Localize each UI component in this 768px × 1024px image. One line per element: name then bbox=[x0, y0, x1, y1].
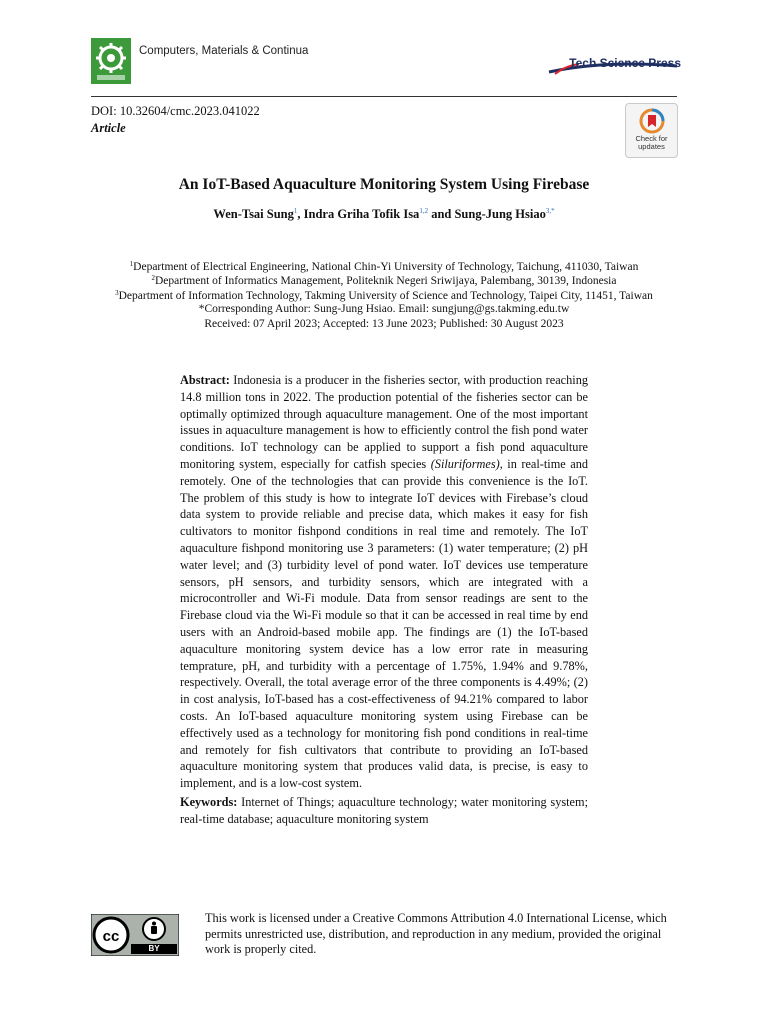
affiliation-text: Department of Information Technology, Takming University of Science and Technology, Taipei City, 11451, Taiwan bbox=[118, 290, 653, 302]
creative-commons-icon bbox=[94, 918, 128, 952]
doi[interactable]: DOI: 10.32604/cmc.2023.041022 bbox=[91, 104, 260, 118]
svg-text:cc: cc bbox=[102, 928, 120, 945]
paper-title: An IoT-Based Aquaculture Monitoring System Using Firebase bbox=[178, 176, 590, 193]
publication-dates: Received: 07 April 2023; Accepted: 13 June 2023; Published: 30 August 2023 bbox=[204, 318, 564, 330]
affiliation-number: 3 bbox=[115, 289, 119, 297]
abstract bbox=[180, 372, 588, 792]
author-name: Wen-Tsai Sung bbox=[213, 207, 294, 221]
journal-name: Computers, Materials & Continua bbox=[139, 45, 309, 57]
keywords bbox=[180, 794, 588, 828]
header-divider bbox=[91, 96, 677, 97]
abstract-italic-text: (Siluriformes) bbox=[430, 456, 500, 471]
author-list bbox=[91, 207, 677, 222]
journal-logo-icon bbox=[91, 38, 131, 84]
affiliation-text: Department of Electrical Engineering, National Chin-Yi University of Technology, Taichung, 411030, Taiwan bbox=[133, 261, 639, 273]
publisher-name: Tech Science Press bbox=[569, 56, 681, 70]
license-text: This work is licensed under a Creative Commons Attribution 4.0 International License, which permits unrestricted use, distribution, and reproduction in any medium, provided the original work is properly cited. bbox=[205, 911, 667, 956]
publisher-logo bbox=[545, 52, 681, 78]
author-affiliation-ref[interactable]: 1,2 bbox=[419, 207, 429, 215]
abstract-text: Indonesia is a producer in the fisheries sector, with production reaching 14.8 million tons in 2022. The production potential of the fisheries sector can be optimally optimized through aquaculture management. One of the most important issues in aquaculture management is how to efficiently control the fish pond water conditions. IoT technology can be applied to support a fish pond aquaculture monitoring system, especially for catfish species bbox=[180, 373, 588, 471]
affiliation-number: 1 bbox=[129, 260, 134, 268]
author-name: Sung-Jung Hsiao bbox=[454, 207, 546, 221]
check-updates-label: Check for updates bbox=[635, 134, 668, 151]
author-separator: , bbox=[297, 207, 304, 221]
affiliation-number: 2 bbox=[151, 274, 155, 282]
keywords-text: Internet of Things; aquaculture technology; water monitoring system; real-time database; aquaculture monitoring system bbox=[180, 795, 588, 826]
corresponding-author: *Corresponding Author: Sung-Jung Hsiao. Email: sungjung@gs.takming.edu.tw bbox=[198, 303, 570, 315]
attribution-icon bbox=[143, 918, 165, 940]
author-name: Indra Griha Tofik Isa bbox=[303, 207, 420, 221]
author-affiliation-ref[interactable]: 1 bbox=[293, 207, 298, 215]
article-type: Article bbox=[91, 121, 126, 135]
author-affiliation-ref[interactable]: 3,* bbox=[545, 207, 555, 215]
author-separator: and bbox=[428, 207, 455, 221]
cc-by-label: BY bbox=[148, 944, 160, 953]
abstract-label: Abstract: bbox=[180, 373, 230, 387]
cc-license-badge[interactable] bbox=[91, 914, 179, 956]
abstract-text: , in real-time and remotely. One of the technologies that can provide this convenience is the IoT. The problem of this study is how to integrate IoT devices with Firebase’s cloud data system to provide reliable and precise data, which makes it easy for fish cultivators to monitor fishpond conditions in real time and remotely. The IoT aquaculture fishpond monitoring use 3 parameters: (1) water temperature; (2) pH water level; and (3) turbidity level of pond water. IoT devices use temperature sensors, pH sensors, and turbidity sensors, which are integrated with a microcontroller and Wi-Fi module. Data from sensor readings are sent to the Firebase cloud via the Wi-Fi module so that it can be accessed in real time by end users with an Android-based mobile app. The findings are (1) the IoT-based aquaculture monitoring system device has a low error rate in measuring temprature, pH, and turbidity with a percentage of 1.75%, 1.94% and 9.78%, respectively. Overall, the total average error of the three components is 4.49%; (2) in cost analysis, IoT-based has a cost-effectiveness of 94.21% compared to labor costs. An IoT-based aquaculture monitoring system using Firebase can be effectively used as a technology for monitoring fish pond conditions in real-time and remotely for fish cultivators that contribute to providing an IoT-based aquaculture monitoring system that produces valid data, is precise, is easy to implement, and is a low-cost system. bbox=[180, 456, 588, 791]
affiliation-text: Department of Informatics Management, Politeknik Negeri Sriwijaya, Palembang, 30139, Indonesia bbox=[155, 275, 617, 287]
check-updates-icon bbox=[639, 108, 665, 134]
check-for-updates-button[interactable] bbox=[625, 103, 678, 158]
keywords-label: Keywords: bbox=[180, 795, 238, 809]
